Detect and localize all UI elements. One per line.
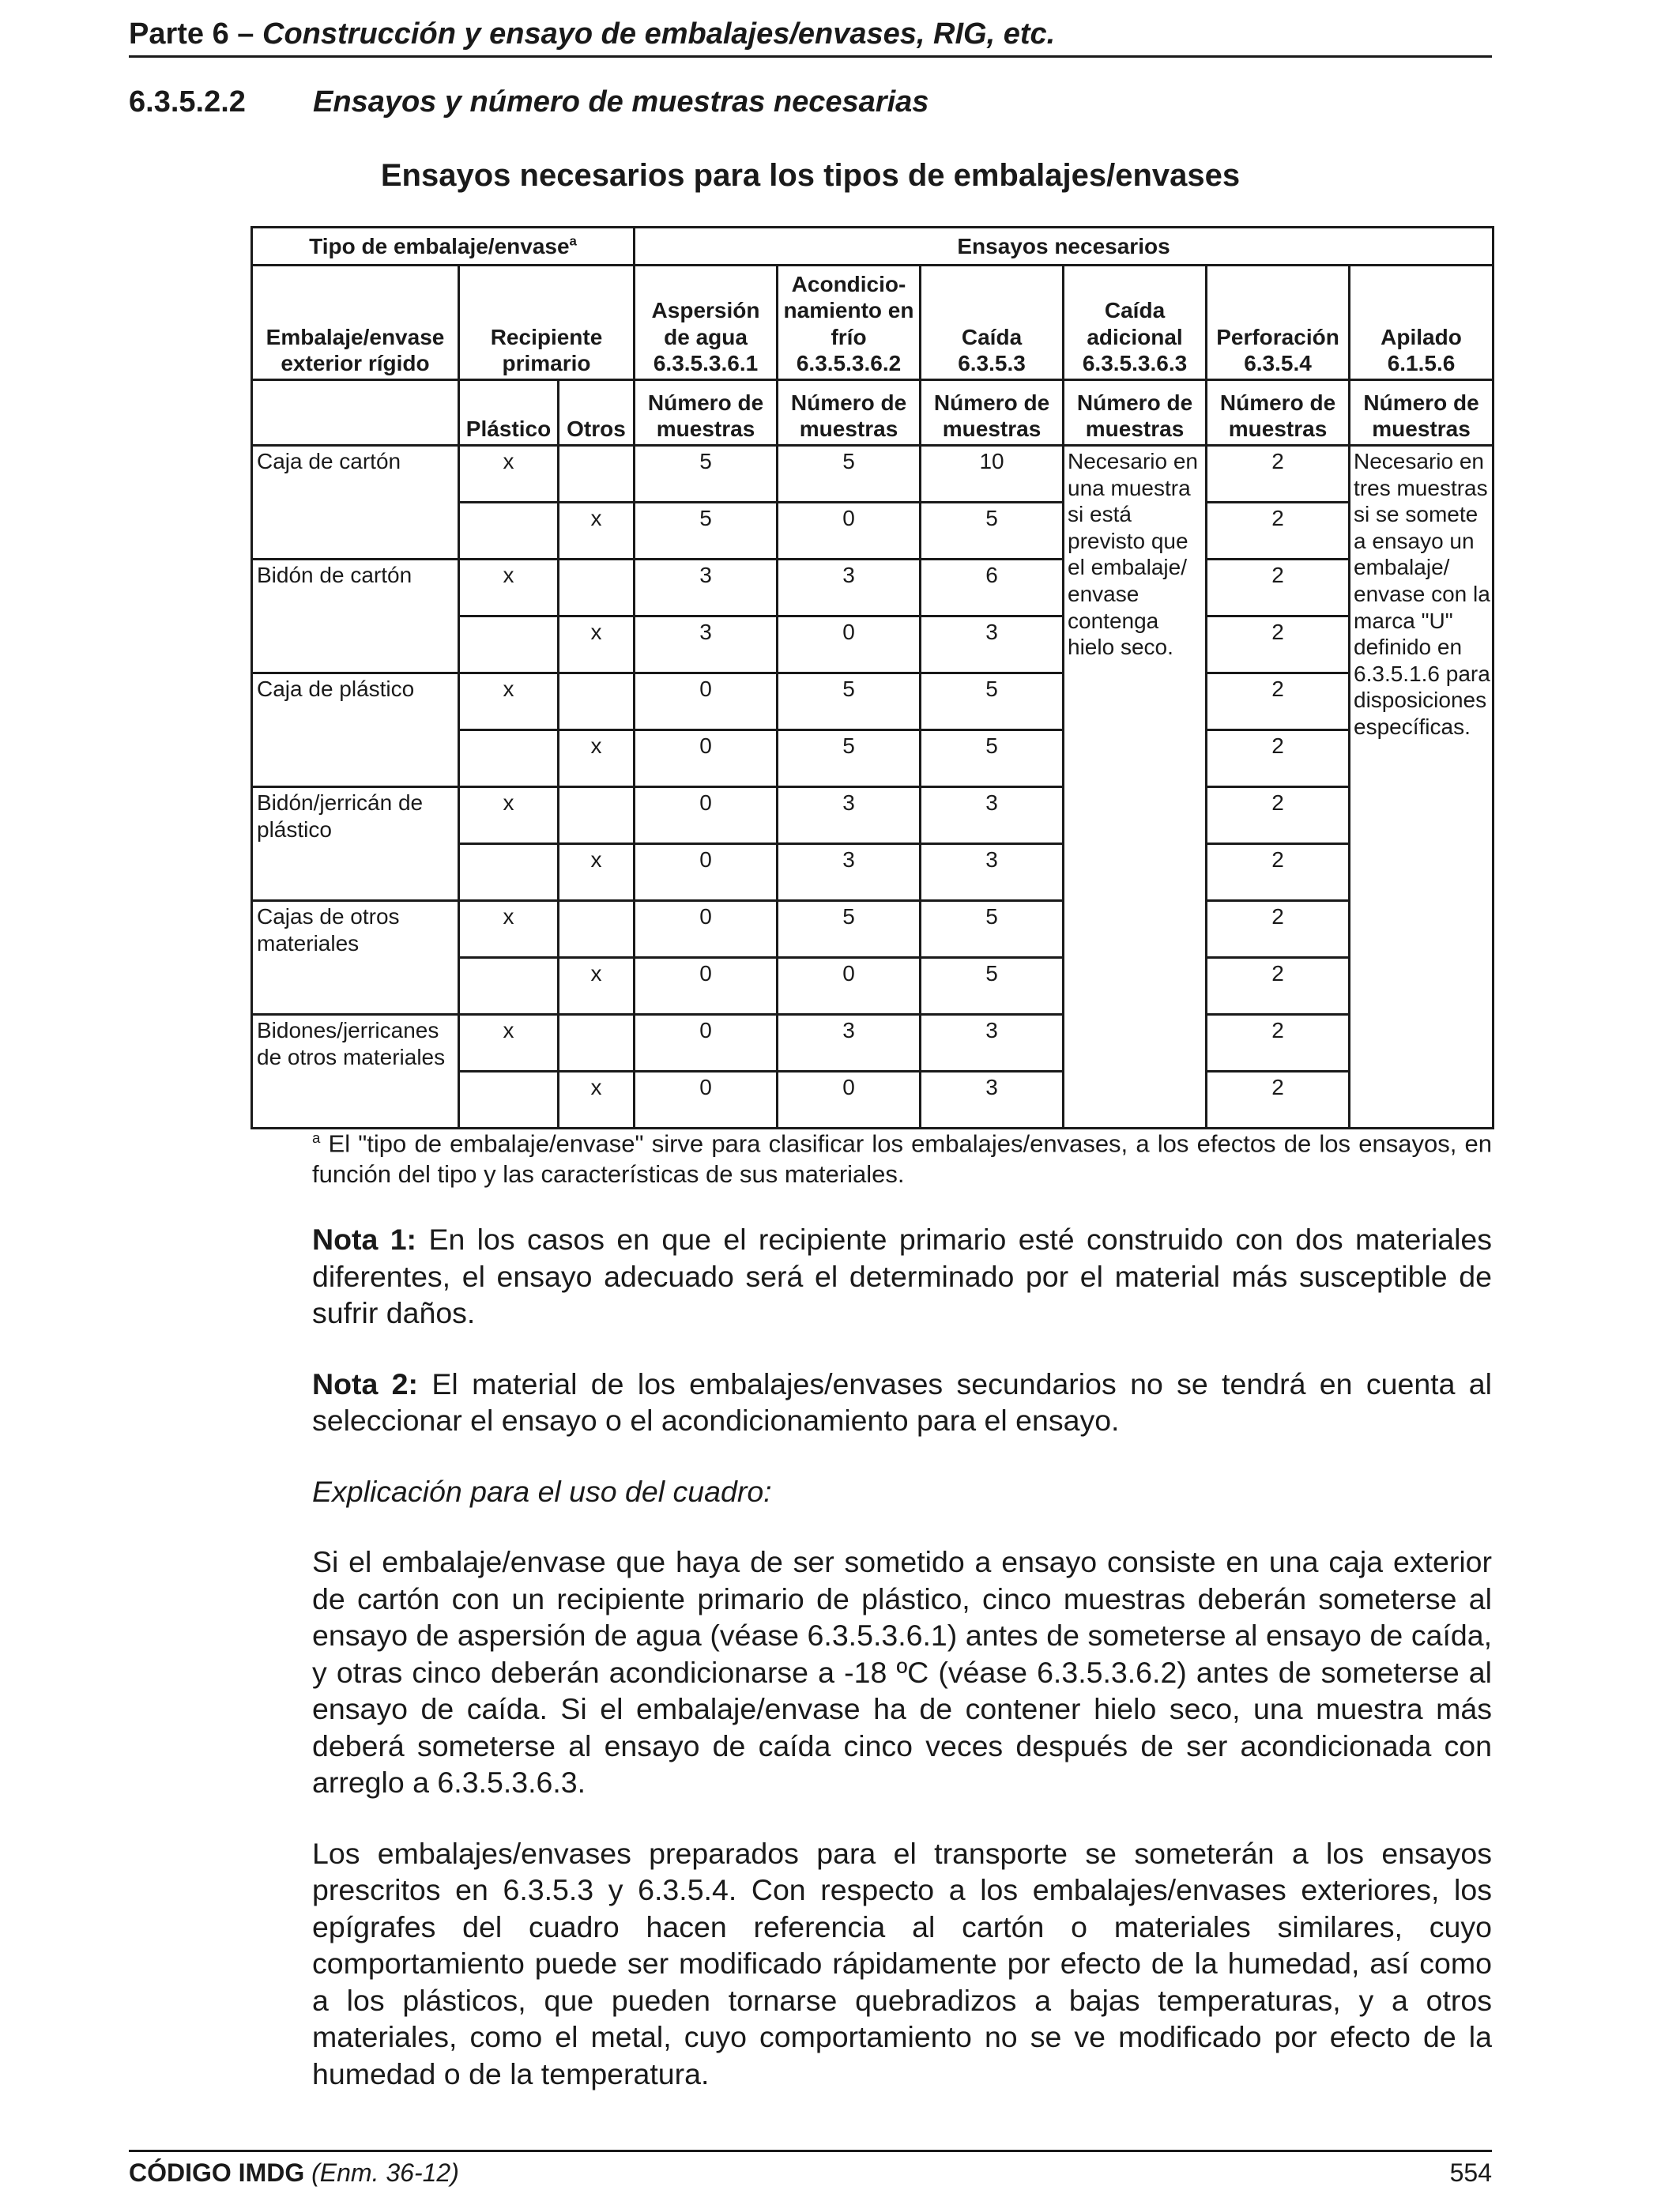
header-samples: Número de muestras	[1064, 380, 1207, 446]
perforation-cell: 2	[1207, 844, 1350, 901]
tests-table	[250, 226, 1494, 1129]
header-samples: Número de muestras	[1207, 380, 1350, 446]
water-spray-cell: 0	[635, 1072, 778, 1129]
cold-cell: 5	[778, 673, 921, 730]
table-row	[252, 1015, 1494, 1072]
other-cell	[559, 446, 635, 503]
note-text: El material de los embalajes/envases secundarios no se tendrá en cuenta al seleccionar el ensayo o el acondicionamiento para el ensayo.	[312, 1367, 1492, 1437]
explanation-heading: Explicación para el uso del cuadro:	[312, 1474, 772, 1508]
section-title: Ensayos y número de muestras necesarias	[313, 85, 929, 119]
other-cell	[559, 787, 635, 844]
other-cell: x	[559, 503, 635, 560]
note-2	[312, 1366, 1492, 1439]
drop-cell: 5	[921, 958, 1064, 1015]
perforation-cell: 2	[1207, 1072, 1350, 1129]
other-cell	[559, 560, 635, 616]
header-test-stacking: Apilado 6.1.5.6	[1350, 266, 1494, 380]
header-title: Construcción y ensayo de embalajes/envases, RIG, etc.	[262, 17, 1056, 51]
header-blank	[252, 380, 459, 446]
perforation-cell: 2	[1207, 616, 1350, 673]
package-type-cell: Caja de cartón	[252, 446, 459, 560]
body-text	[312, 1221, 1492, 2126]
additional-drop-note: Necesario en una muestra si está previsto que el embalaje/ envase contenga hielo seco.	[1064, 446, 1207, 1129]
header-samples: Número de muestras	[778, 380, 921, 446]
cold-cell: 3	[778, 787, 921, 844]
note-label: Nota 1:	[312, 1223, 417, 1256]
header-test-drop: Caída 6.3.5.3	[921, 266, 1064, 380]
perforation-cell: 2	[1207, 503, 1350, 560]
plastic-cell: x	[459, 446, 559, 503]
perforation-cell: 2	[1207, 446, 1350, 503]
stacking-note: Necesario en tres muestras si se somete a ensayo un embalaje/ envase con la marca "U" definido en 6.3.5.1.6 para disposiciones específicas.	[1350, 446, 1494, 1129]
perforation-cell: 2	[1207, 901, 1350, 958]
other-cell: x	[559, 616, 635, 673]
table-title: Ensayos necesarios para los tipos de embalajes/envases	[380, 158, 1241, 193]
perforation-cell: 2	[1207, 673, 1350, 730]
page-number: 554	[1449, 2158, 1492, 2187]
plastic-cell	[459, 1072, 559, 1129]
header-samples: Número de muestras	[921, 380, 1064, 446]
explanation-paragraph: Si el embalaje/envase que haya de ser sometido a ensayo consiste en una caja exterior de cartón con un recipiente primario de plástico, cinco muestras deberán someterse al ensayo de aspersión de agua (véase 6.3.5.3.6.1) antes de someterse al ensayo de caída, y otras cinco deberán acondicionarse a -18 ºC (véase 6.3.5.3.6.2) antes de someterse al ensayo de caída. Si el embalaje/envase ha de contener hielo seco, una muestra más deberá someterse al ensayo de caída cinco veces después de ser acondicionada con arreglo a 6.3.5.3.6.3.	[312, 1545, 1492, 1799]
note-text: En los casos en que el recipiente primario esté construido con dos materiales diferentes, el ensayo adecuado será el determinado por el material más susceptible de sufrir daños.	[312, 1223, 1493, 1329]
plastic-cell: x	[459, 673, 559, 730]
other-cell	[559, 901, 635, 958]
header-outer-packaging: Embalaje/envase exterior rígido	[252, 266, 459, 380]
drop-cell: 5	[921, 673, 1064, 730]
package-type-cell: Cajas de otros materiales	[252, 901, 459, 1015]
plastic-cell: x	[459, 1015, 559, 1072]
cold-cell: 5	[778, 901, 921, 958]
drop-cell: 6	[921, 560, 1064, 616]
package-type-cell: Caja de plástico	[252, 673, 459, 787]
running-header	[129, 13, 1492, 58]
other-cell	[559, 673, 635, 730]
cold-cell: 0	[778, 616, 921, 673]
header-package-type: Tipo de embalaje/envase$^a$	[252, 228, 635, 266]
note-1	[312, 1221, 1492, 1332]
perforation-cell: 2	[1207, 1015, 1350, 1072]
water-spray-cell: 0	[635, 730, 778, 787]
perforation-cell: 2	[1207, 787, 1350, 844]
cold-cell: 0	[778, 503, 921, 560]
plastic-cell	[459, 730, 559, 787]
drop-cell: 5	[921, 901, 1064, 958]
perforation-cell: 2	[1207, 730, 1350, 787]
footnote-text: El "tipo de embalaje/envase" sirve para clasificar los embalajes/envases, a los efectos de los ensayos, en función del tipo y las características de sus materiales.	[312, 1129, 1492, 1189]
water-spray-cell: 0	[635, 1015, 778, 1072]
table-row	[252, 787, 1494, 844]
water-spray-cell: 5	[635, 446, 778, 503]
running-footer	[129, 2150, 1492, 2193]
other-cell: x	[559, 844, 635, 901]
cold-cell: 5	[778, 446, 921, 503]
header-other: Otros	[559, 380, 635, 446]
plastic-cell	[459, 844, 559, 901]
perforation-cell: 2	[1207, 560, 1350, 616]
package-type-cell: Bidón/jerricán de plástico	[252, 787, 459, 901]
header-samples: Número de muestras	[1350, 380, 1494, 446]
drop-cell: 3	[921, 844, 1064, 901]
water-spray-cell: 0	[635, 958, 778, 1015]
plastic-cell	[459, 958, 559, 1015]
table-footnote	[312, 1129, 1492, 1190]
footnote-mark: a	[312, 1129, 321, 1146]
perforation-cell: 2	[1207, 958, 1350, 1015]
header-primary-receptacle: Recipiente primario	[459, 266, 635, 380]
other-cell: x	[559, 1072, 635, 1129]
cold-cell: 0	[778, 1072, 921, 1129]
water-spray-cell: 0	[635, 787, 778, 844]
plastic-cell: x	[459, 787, 559, 844]
other-cell: x	[559, 730, 635, 787]
drop-cell: 10	[921, 446, 1064, 503]
drop-cell: 3	[921, 616, 1064, 673]
cold-cell: 3	[778, 560, 921, 616]
footer-code: CÓDIGO IMDG (Enm. 36-12)	[129, 2158, 459, 2187]
plastic-cell	[459, 616, 559, 673]
water-spray-cell: 3	[635, 616, 778, 673]
note-label: Nota 2:	[312, 1367, 419, 1400]
table-body	[252, 446, 1494, 1129]
plastic-cell: x	[459, 560, 559, 616]
cold-cell: 0	[778, 958, 921, 1015]
water-spray-cell: 5	[635, 503, 778, 560]
section-number: 6.3.5.2.2	[129, 85, 246, 119]
header-tests-required: Ensayos necesarios	[635, 228, 1494, 266]
plastic-cell	[459, 503, 559, 560]
drop-cell: 3	[921, 1072, 1064, 1129]
drop-cell: 5	[921, 730, 1064, 787]
table-row	[252, 560, 1494, 616]
package-type-cell: Bidón de cartón	[252, 560, 459, 673]
table-row	[252, 901, 1494, 958]
header-plastic: Plástico	[459, 380, 559, 446]
header-part: Parte 6 –	[129, 17, 262, 51]
drop-cell: 5	[921, 503, 1064, 560]
section-heading	[129, 85, 929, 119]
explanation-paragraph: Los embalajes/envases preparados para el transporte se someterán a los ensayos prescritos en 6.3.5.3 y 6.3.5.4. Con respecto a los embalajes/envases exteriores, los epígrafes del cuadro hacen referencia al cartón o materiales similares, cuyo comportamiento puede ser modificado rápidamente por efecto de la humedad, así como a los plásticos, que pueden tornarse quebradizos a bajas temperaturas, y a otros materiales, como el metal, cuyo comportamiento no se ve modificado por efecto de la humedad o de la temperatura.	[312, 1836, 1492, 2090]
table-row	[252, 673, 1494, 730]
water-spray-cell: 3	[635, 560, 778, 616]
cold-cell: 3	[778, 844, 921, 901]
cold-cell: 3	[778, 1015, 921, 1072]
other-cell: x	[559, 958, 635, 1015]
header-test-water-spray: Aspersión de agua 6.3.5.3.6.1	[635, 266, 778, 380]
drop-cell: 3	[921, 1015, 1064, 1072]
table-row	[252, 446, 1494, 503]
water-spray-cell: 0	[635, 844, 778, 901]
package-type-cell: Bidones/jerricanes de otros materiales	[252, 1015, 459, 1129]
header-test-additional-drop: Caída adicional 6.3.5.3.6.3	[1064, 266, 1207, 380]
plastic-cell: x	[459, 901, 559, 958]
header-samples: Número de muestras	[635, 380, 778, 446]
other-cell	[559, 1015, 635, 1072]
water-spray-cell: 0	[635, 673, 778, 730]
header-test-cold: Acondicio-namiento en frío 6.3.5.3.6.2	[778, 266, 921, 380]
water-spray-cell: 0	[635, 901, 778, 958]
cold-cell: 5	[778, 730, 921, 787]
header-test-perforation: Perforación 6.3.5.4	[1207, 266, 1350, 380]
drop-cell: 3	[921, 787, 1064, 844]
